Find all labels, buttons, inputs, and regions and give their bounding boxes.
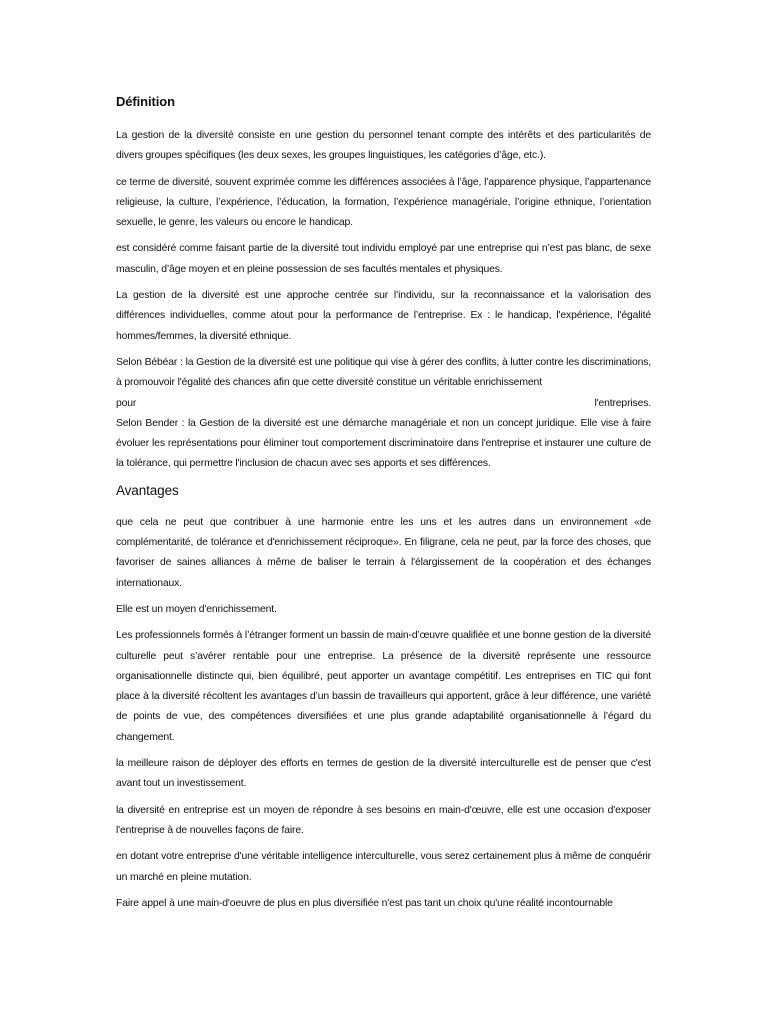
- paragraph: La gestion de la diversité est une approche centrée sur l’individu, sur la reconnaissance et la valorisation des différences individuelles, comme atout pour la performance de l’entreprise. Ex : le handicap, l'expérience, l'égalité hommes/femmes, la diversité ethnique.: [116, 290, 651, 342]
- section-title-avantages: Avantages: [116, 482, 179, 498]
- paragraph-bebear-end: pour l'entreprises.: [116, 397, 651, 409]
- paragraph-bebear: Selon Bébéar : la Gestion de la diversité est une politique qui vise à gérer des conflits, à lutter contre les discriminations, à promouvoir l'égalité des chances afin que cette diversité constitue un véritable enrichissement: [116, 356, 651, 389]
- paragraph: ce terme de diversité, souvent exprimée comme les différences associées à l’âge, l’apparence physique, l’appartenance religieuse, la culture, l’expérience, l’éducation, la formation, l’expérience managériale, l’origine ethnique, l’orientation sexuelle, le genre, les valeurs ou encore le handicap.: [116, 176, 651, 229]
- paragraph: Elle est un moyen d'enrichissement.: [116, 603, 277, 615]
- document-page: [116, 92, 651, 920]
- section-title-definition: Définition: [116, 94, 175, 109]
- paragraph: La gestion de la diversité consiste en une gestion du personnel tenant compte des intérêts et des particularités de divers groupes spécifiques (les deux sexes, les groupes linguistiques, les catégories d’âge, etc.).: [116, 130, 651, 162]
- paragraph: la meilleure raison de déployer des efforts en termes de gestion de la diversité interculturelle est de penser que c'est avant tout un investissement.: [116, 758, 651, 790]
- paragraph: Faire appel à une main-d'oeuvre de plus en plus diversifiée n'est pas tant un choix qu'une réalité incontournable: [116, 897, 613, 909]
- paragraph: que cela ne peut que contribuer à une harmonie entre les uns et les autres dans un environnement «de complémentarité, de tolérance et d'enrichissement réciproque». En filigrane, cela ne peut, par la force des choses, que favoriser de saines alliances à même de baliser le terrain à l'élargissement de la coopération et des échanges internationaux.: [116, 516, 651, 589]
- paragraph: est considéré comme faisant partie de la diversité tout individu employé par une entreprise qui n’est pas blanc, de sexe masculin, d’âge moyen et en pleine possession de ses facultés mentales et physiques.: [116, 243, 651, 275]
- paragraph: la diversité en entreprise est un moyen de répondre à ses besoins en main-d'œuvre, elle est une occasion d'exposer l'entreprise à de nouvelles façons de faire.: [116, 804, 651, 836]
- paragraph: Les professionnels formés à l’étranger forment un bassin de main-d’œuvre qualifiée et une bonne gestion de la diversité culturelle peut s’avérer rentable pour une entreprise. La présence de la diversité représente une ressource organisationnelle distincte qui, bien équilibré, peut apporter un avantage compétitif. Les entreprises en TIC qui font place à la diversité récoltent les avantages d’un bassin de travailleurs qui apportent, grâce à leur différence, une variété de points de vue, des compétences diversifiées et une plus grande adaptabilité organisationnelle à l’égard du changement.: [116, 630, 651, 743]
- paragraph: en dotant votre entreprise d'une véritable intelligence interculturelle, vous serez certainement plus à même de conquérir un marché en pleine mutation.: [116, 851, 651, 883]
- paragraph-bender: Selon Bender : la Gestion de la diversité est une démarche managériale et non un concept juridique. Elle vise à faire évoluer les représentations pour éliminer tout comportement discriminatoire dans l'entreprise et instaurer une culture de la tolérance, qui permettre l'inclusion de chacun avec ses apports et ses différences.: [116, 417, 651, 470]
